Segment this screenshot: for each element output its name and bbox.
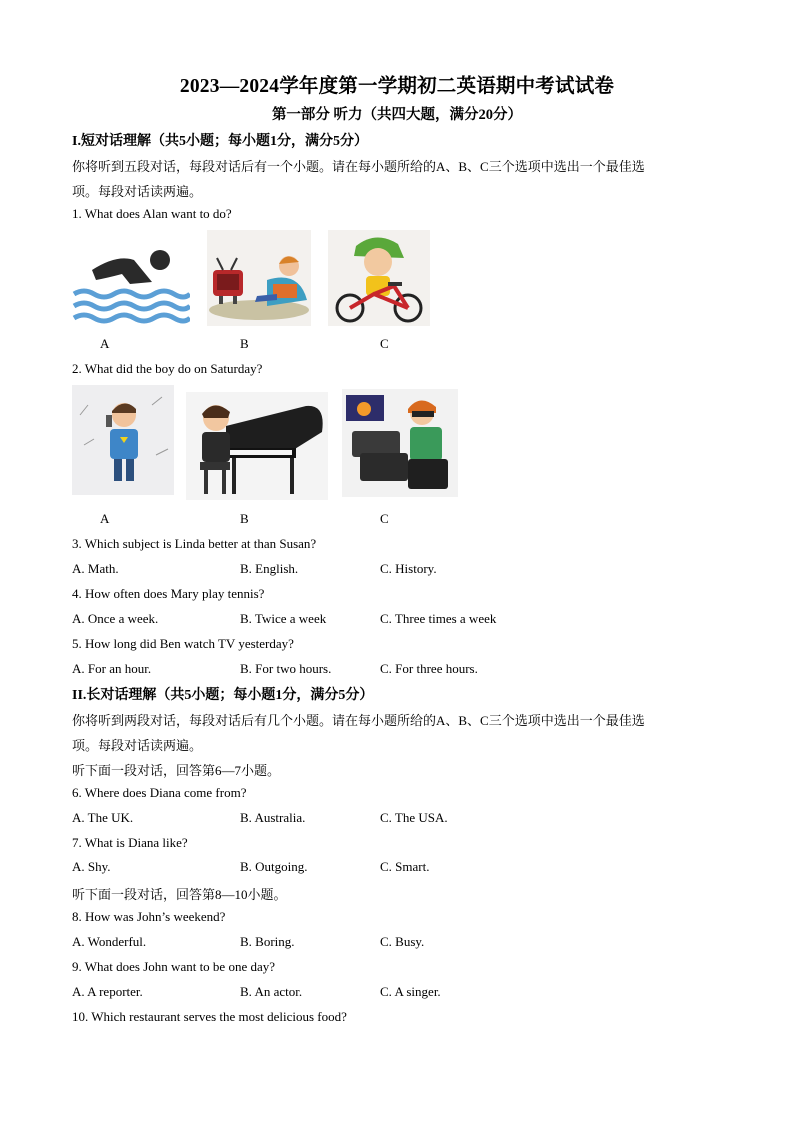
q6-option-c: C. The USA. (380, 810, 448, 825)
question-5: 5. How long did Ben watch TV yesterday? (72, 636, 294, 651)
q9-option-a: A. A reporter. (72, 984, 143, 999)
singing-picture (72, 385, 174, 495)
swimming-icon (72, 232, 190, 324)
q2-label-a: A (100, 511, 110, 526)
q5-option-b: B. For two hours. (240, 661, 332, 676)
q9-option-b: B. An actor. (240, 984, 303, 999)
q7-option-c: C. Smart. (380, 859, 430, 874)
question-7: 7. What is Diana like? (72, 835, 188, 850)
q9-option-c: C. A singer. (380, 984, 441, 999)
question-1: 1. What does Alan want to do? (72, 206, 232, 221)
part-title: 第一部分 听力（共四大题，满分20分） (271, 107, 523, 123)
q1-label-b: B (240, 336, 249, 351)
section2-instruction-line1: 你将听到两段对话，每段对话后有几个小题。请在每小题所给的A、B、C三个选项中选出一个最佳选 (72, 713, 645, 728)
watching-tv-picture (207, 230, 311, 326)
dialogue-2-instruction: 听下面一段对话，回答第8—10小题。 (72, 887, 287, 902)
q1-label-c: C (380, 336, 389, 351)
question-3: 3. Which subject is Linda better at than Susan? (72, 536, 317, 551)
exam-title: 2023—2024学年度第一学期初二英语期中考试试卷 (179, 76, 615, 97)
q6-option-a: A. The UK. (72, 810, 134, 825)
watching-movie-picture (342, 389, 458, 497)
q3-option-c: C. History. (380, 561, 437, 576)
q3-option-a: A. Math. (72, 561, 119, 576)
q1-label-a: A (100, 336, 110, 351)
question-6: 6. Where does Diana come from? (72, 785, 247, 800)
question-10: 10. Which restaurant serves the most delicious food? (72, 1009, 347, 1024)
question-4: 4. How often does Mary play tennis? (72, 586, 265, 601)
question-2: 2. What did the boy do on Saturday? (72, 361, 263, 376)
q8-option-a: A. Wonderful. (72, 934, 147, 949)
q6-option-b: B. Australia. (240, 810, 306, 825)
q2-label-c: C (380, 511, 389, 526)
q5-option-a: A. For an hour. (72, 661, 152, 676)
q3-option-b: B. English. (240, 561, 299, 576)
q8-option-c: C. Busy. (380, 934, 425, 949)
q7-option-a: A. Shy. (72, 859, 111, 874)
section2-instruction-line2: 项。每段对话读两遍。 (72, 738, 203, 753)
q4-option-a: A. Once a week. (72, 611, 159, 626)
section1-instruction-line2: 项。每段对话读两遍。 (72, 184, 203, 199)
q4-option-b: B. Twice a week (240, 611, 327, 626)
playing-piano-picture (186, 392, 328, 500)
q5-option-c: C. For three hours. (380, 661, 478, 676)
section1-instruction-line1: 你将听到五段对话，每段对话后有一个小题。请在每小题所给的A、B、C三个选项中选出一个最佳选 (72, 159, 645, 174)
question-9: 9. What does John want to be one day? (72, 959, 276, 974)
q8-option-b: B. Boring. (240, 934, 295, 949)
question-8: 8. How was John’s weekend? (72, 909, 226, 924)
q2-label-b: B (240, 511, 249, 526)
dialogue-1-instruction: 听下面一段对话，回答第6—7小题。 (72, 763, 281, 778)
q4-option-c: C. Three times a week (380, 611, 497, 626)
section1-heading: I.短对话理解（共5小题；每小题1分，满分5分） (72, 134, 368, 149)
section2-heading: II.长对话理解（共5小题；每小题1分，满分5分） (72, 688, 374, 703)
q7-option-b: B. Outgoing. (240, 859, 308, 874)
cycling-picture (328, 230, 430, 326)
